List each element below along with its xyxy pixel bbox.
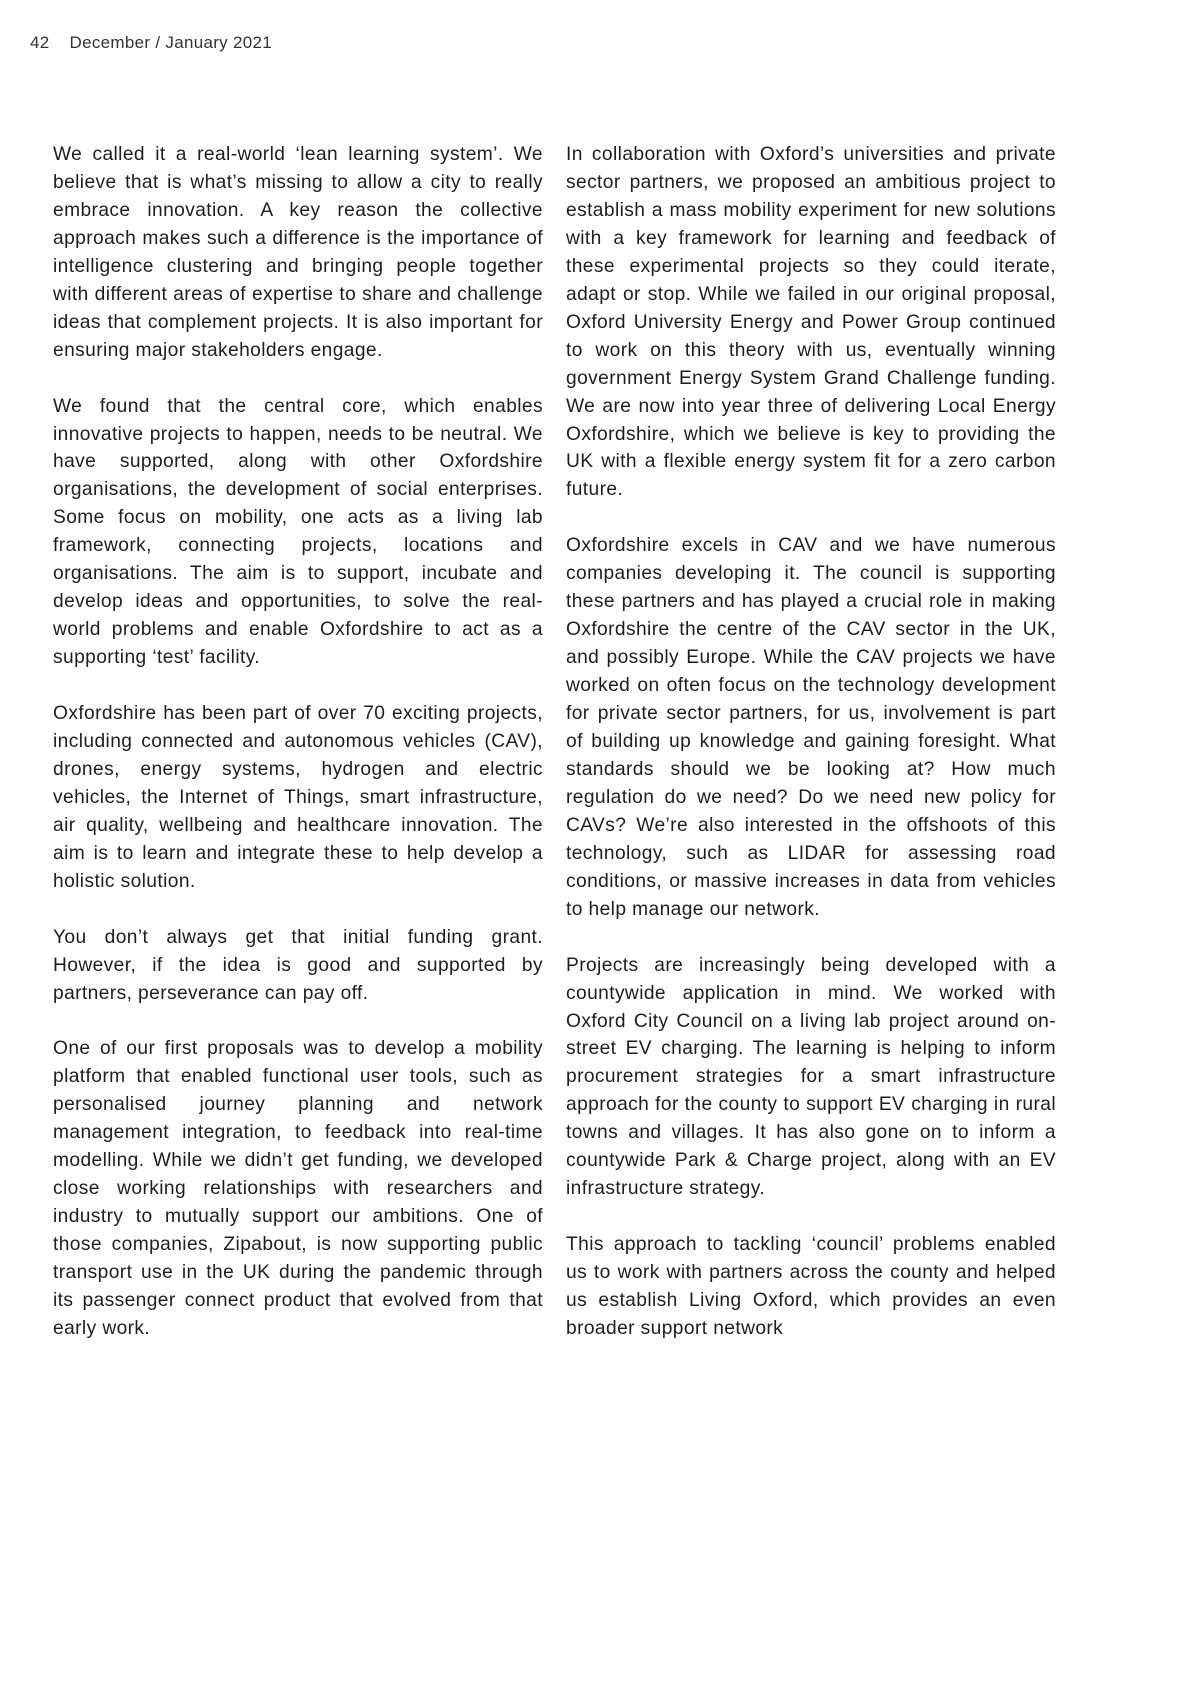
paragraph: This approach to tackling ‘council’ problems enabled us to work with partners across the county and helped us establish Living Oxford, which provides an even broader support network [566,1234,1056,1339]
page-number: 42 [30,33,50,52]
page-header [30,33,272,53]
paragraph: One of our first proposals was to develop a mobility platform that enabled functional user tools, such as personalised journey planning and network management integration, to feedback into real-time modelling. While we didn’t get funding, we developed close working relationships with researchers and industry to mutually support our ambitions. One of those companies, Zipabout, is now supporting public transport use in the UK during the pandemic through its passenger connect product that evolved from that early work. [53,1038,543,1339]
right-column [566,141,1056,1371]
paragraph: Oxfordshire has been part of over 70 exciting projects, including connected and autonomous vehicles (CAV), drones, energy systems, hydrogen and electric vehicles, the Internet of Things, smart infrastructure, air quality, wellbeing and healthcare innovation. The aim is to learn and integrate these to help develop a holistic solution. [53,703,543,892]
issue-date: December / January 2021 [69,33,273,52]
paragraph: In collaboration with Oxford’s universities and private sector partners, we proposed an ambitious project to establish a mass mobility experiment for new solutions with a key framework for learning and feedback of these experimental projects so they could iterate, adapt or stop. While we failed in our original proposal, Oxford University Energy and Power Group continued to work on this theory with us, eventually winning government Energy System Grand Challenge funding. We are now into year three of delivering Local Energy Oxfordshire, which we believe is key to providing the UK with a flexible energy system fit for a zero carbon future. [566,144,1056,501]
paragraph: Oxfordshire excels in CAV and we have numerous companies developing it. The council is supporting these partners and has played a crucial role in making Oxfordshire the centre of the CAV sector in the UK, and possibly Europe. While the CAV projects we have worked on often focus on the technology development for private sector partners, for us, involvement is part of building up knowledge and gaining foresight. What standards should we be looking at? How much regulation do we need? Do we need new policy for CAVs? We’re also interested in the offshoots of this technology, such as LIDAR for assessing road conditions, or massive increases in data from vehicles to help manage our network. [566,535,1056,920]
paragraph: You don’t always get that initial funding grant. However, if the idea is good and supported by partners, perseverance can pay off. [53,926,543,1004]
left-column [53,141,543,1371]
paragraph: Projects are increasingly being developed with a countywide application in mind. We worked with Oxford City Council on a living lab project around on-street EV charging. The learning is helping to inform procurement strategies for a smart infrastructure approach for the county to support EV charging in rural towns and villages. It has also gone on to inform a countywide Park & Charge project, along with an EV infrastructure strategy. [566,954,1056,1200]
paragraph: We found that the central core, which enables innovative projects to happen, needs to be neutral. We have supported, along with other Oxfordshire organisations, the development of social enterprises. Some focus on mobility, one acts as a living lab framework, connecting projects, locations and organisations. The aim is to support, incubate and develop ideas and opportunities, to solve the real-world problems and enable Oxfordshire to act as a supporting ‘test’ facility. [53,395,543,669]
paragraph: We called it a real-world ‘lean learning system’. We believe that is what’s missing to allow a city to really embrace innovation. A key reason the collective approach makes such a difference is the importance of intelligence clustering and bringing people together with different areas of expertise to share and challenge ideas that complement projects. It is also important for ensuring major stakeholders engage. [53,144,543,361]
